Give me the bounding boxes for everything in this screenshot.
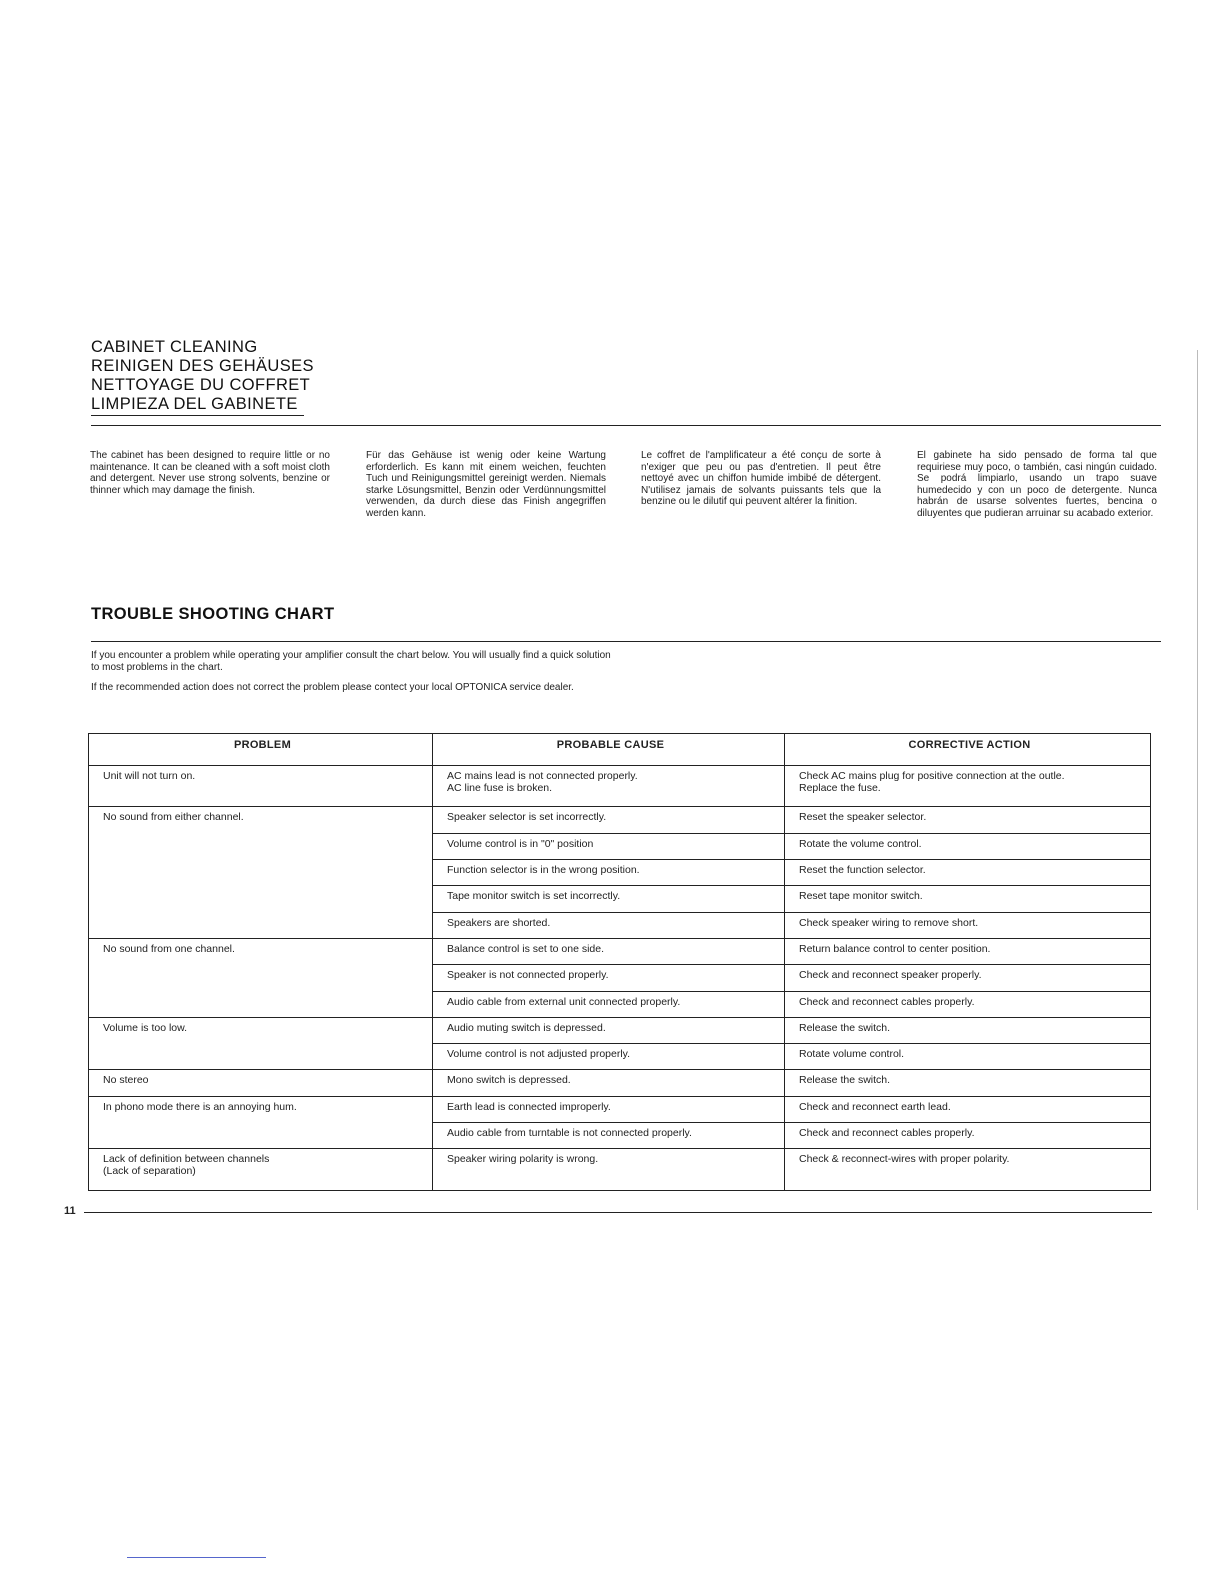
heading-spanish: LIMPIEZA DEL GABINETE: [91, 395, 298, 413]
troubleshooting-intro-1: If you encounter a problem while operating your amplifier consult the chart below. You will usually find a quick solution to most problems in the chart.: [91, 650, 611, 673]
problem-cell: No sound from one channel.: [89, 938, 433, 1017]
table-row: [89, 807, 1151, 833]
action-cell: Release the switch.: [785, 1070, 1151, 1096]
action-cell: Reset the speaker selector.: [785, 807, 1151, 833]
table-header-row: [89, 734, 1151, 766]
cause-cell: Tape monitor switch is set incorrectly.: [433, 886, 785, 912]
troubleshooting-title: TROUBLE SHOOTING CHART: [91, 605, 335, 623]
table-row: [89, 938, 1151, 964]
cause-cell: Speakers are shorted.: [433, 912, 785, 938]
cause-cell: Volume control is in "0" position: [433, 833, 785, 859]
scan-margin-line: [1197, 350, 1198, 1210]
cause-cell: Volume control is not adjusted properly.: [433, 1044, 785, 1070]
page-number: 11: [64, 1205, 76, 1217]
action-cell: Reset the function selector.: [785, 859, 1151, 885]
table-row: [89, 1096, 1151, 1122]
action-cell: Check speaker wiring to remove short.: [785, 912, 1151, 938]
header-probable-cause: PROBABLE CAUSE: [433, 734, 785, 766]
heading-english: CABINET CLEANING: [91, 338, 258, 356]
action-cell: Check & reconnect-wires with proper polarity.: [785, 1149, 1151, 1191]
action-cell: Check AC mains plug for positive connection at the outle. Replace the fuse.: [785, 766, 1151, 807]
heading-underline: [91, 415, 304, 416]
section-rule: [91, 425, 1161, 426]
footer-rule: [84, 1212, 1152, 1213]
action-cell: Check and reconnect cables properly.: [785, 1123, 1151, 1149]
cause-cell: Speaker selector is set incorrectly.: [433, 807, 785, 833]
action-cell: Reset tape monitor switch.: [785, 886, 1151, 912]
bottom-link-line: [127, 1557, 266, 1558]
problem-cell: In phono mode there is an annoying hum.: [89, 1096, 433, 1149]
action-cell: Release the switch.: [785, 1017, 1151, 1043]
table-row: [89, 1149, 1151, 1191]
action-cell: Rotate the volume control.: [785, 833, 1151, 859]
cause-cell: Earth lead is connected improperly.: [433, 1096, 785, 1122]
action-cell: Check and reconnect earth lead.: [785, 1096, 1151, 1122]
cause-cell: AC mains lead is not connected properly. AC line fuse is broken.: [433, 766, 785, 807]
troubleshooting-intro-2: If the recommended action does not correct the problem please contect your local OPTONICA service dealer.: [91, 682, 574, 693]
cause-cell: Audio muting switch is depressed.: [433, 1017, 785, 1043]
problem-cell: Unit will not turn on.: [89, 766, 433, 807]
cause-cell: Balance control is set to one side.: [433, 938, 785, 964]
problem-cell: Volume is too low.: [89, 1017, 433, 1070]
problem-cell: Lack of definition between channels (Lack of separation): [89, 1149, 433, 1191]
action-cell: Return balance control to center position.: [785, 938, 1151, 964]
cause-cell: Audio cable from turntable is not connected properly.: [433, 1123, 785, 1149]
header-corrective-action: CORRECTIVE ACTION: [785, 734, 1151, 766]
section-headings: [91, 338, 314, 414]
cause-cell: Speaker wiring polarity is wrong.: [433, 1149, 785, 1191]
cause-cell: Speaker is not connected properly.: [433, 965, 785, 991]
action-cell: Rotate volume control.: [785, 1044, 1151, 1070]
heading-french: NETTOYAGE DU COFFRET: [91, 376, 311, 394]
action-cell: Check and reconnect speaker properly.: [785, 965, 1151, 991]
table-row: [89, 1017, 1151, 1043]
heading-german: REINIGEN DES GEHÄUSES: [91, 357, 314, 375]
cleaning-text-french: Le coffret de l'amplificateur a été conçu de sorte à n'exiger que peu ou pas d'entretien. Il peut être nettoyé avec un chiffon humide imbibé de détergent. N'utilisez jamais de solvants puissants tels que la benzine ou le dilutif qui peuvent altérer la finition.: [641, 450, 881, 508]
cleaning-text-english: The cabinet has been designed to require little or no maintenance. It can be cleaned with a soft moist cloth and detergent. Never use strong solvents, benzine or thinner which may damage the finish.: [90, 450, 330, 496]
cleaning-text-spanish: El gabinete ha sido pensado de forma tal que requiriese muy poco, o también, casi ningún cuidado. Se podrá limpiarlo, usando un trapo suave humedecido y con un poco de detergente. Nunca habrán de usarse solventes fuertes, bencina o diluyentes que pudieran arruinar su acabado exterior.: [917, 450, 1157, 519]
cleaning-text-german: Für das Gehäuse ist wenig oder keine Wartung erforderlich. Es kann mit einem weichen, feuchten Tuch und Reinigungsmittel gereinigt werden. Niemals starke Lösungsmittel, Benzin oder Verdünnungsmittel verwenden, da durch diese das Finish angegriffen werden kann.: [366, 450, 606, 519]
header-problem: PROBLEM: [89, 734, 433, 766]
cause-cell: Audio cable from external unit connected properly.: [433, 991, 785, 1017]
problem-cell: No sound from either channel.: [89, 807, 433, 939]
problem-cell: No stereo: [89, 1070, 433, 1096]
cause-cell: Mono switch is depressed.: [433, 1070, 785, 1096]
troubleshooting-table: [88, 733, 1151, 1191]
cause-cell: Function selector is in the wrong position.: [433, 859, 785, 885]
troubleshooting-rule: [91, 641, 1161, 642]
action-cell: Check and reconnect cables properly.: [785, 991, 1151, 1017]
table-row: [89, 1070, 1151, 1096]
table-row: [89, 766, 1151, 807]
